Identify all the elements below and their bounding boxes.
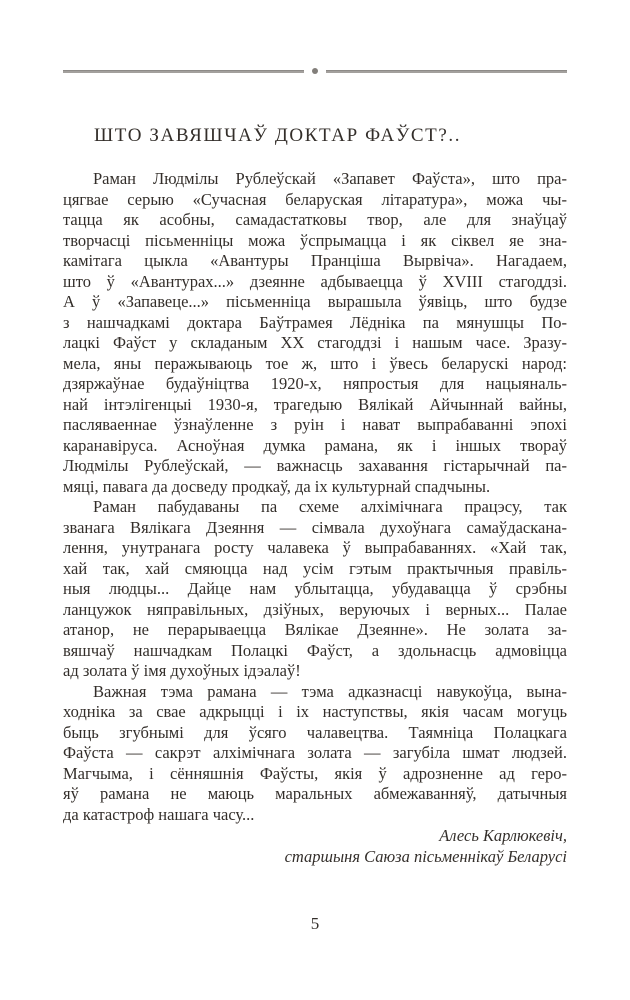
text-line: лення, унутранага росту чалавека ў выпрабаваннях. «Хай так, (63, 538, 567, 557)
text-line: ныя людцы... Дайце нам ублытацца, убудавацца ў срэбны (63, 579, 567, 598)
text-line: да катастроф нашага часу... (63, 804, 255, 824)
paragraph (63, 682, 567, 826)
text-line: най інтэлігенцыі 1930-я, трагедыю Вялікай Айчыннай вайны, (63, 394, 567, 414)
text-line: дзяржаўнае будаўніцтва 1920-х, няпростыя для нацыяналь- (63, 374, 567, 393)
text-line: з нашчадкамі доктара Баўтрамея Лёдніка па мянушцы По- (63, 312, 567, 332)
center-dot-icon (312, 68, 318, 74)
text-line: лацкі Фаўст у складаным XX стагоддзі і нашым часе. Зразу- (63, 333, 567, 352)
signature-block (63, 825, 567, 867)
paragraph (63, 497, 567, 682)
rule-line-left (63, 70, 304, 73)
text-line: Магчыма, і сённяшнія Фаўсты, якія ў адрозненне ад геро- (63, 763, 567, 783)
text-line: што ў «Авантурах...» дзеянне адбываецца ў XVIII стагоддзі. (63, 271, 567, 291)
text-line: вяшчаў нашчадкам Полацкі Фаўст, а здольнасць адмовіцца (63, 640, 567, 660)
signature-line: Алесь Карлюкевіч, (439, 826, 567, 845)
text-line: Раман Людмілы Рублеўскай «Запавет Фаўста», што пра- (93, 169, 567, 188)
rule-line-right (326, 70, 567, 73)
text-line: хай так, хай смяюцца над усім гэтым практычныя правіль- (63, 558, 567, 578)
text-line: мяці, павага да досведу продкаў, да іх культурнай спадчыны. (63, 476, 491, 496)
text-line: Раман пабудаваны па схеме алхімічнага працэсу, так (93, 497, 567, 516)
page-number: 5 (310, 914, 320, 933)
text-line: ад золата ў імя духоўных ідэалаў! (63, 661, 301, 680)
text-line: яў рамана не маюць маральных абмежаванняў, датычныя (63, 784, 567, 803)
text-line: каранавіруса. Асноўная думка рамана, як і іншых твораў (63, 435, 567, 455)
paragraph (63, 169, 567, 497)
text-line: Важная тэма рамана — тэма адказнасці навукоўца, вына- (93, 681, 567, 701)
text-line: ходніка за свае адкрыцці і іх наступствы, якія часам могуць (63, 702, 567, 721)
text-line: камітага цыкла «Авантуры Пранціша Вырвіча». Нагадаем, (63, 251, 567, 270)
text-line: мела, яны перажываюць тое ж, што і ўвесь беларускі народ: (63, 353, 567, 373)
text-line: цягвае серыю «Сучасная беларуская літаратура», можа чы- (63, 189, 567, 209)
text-line: пасляваеннае ўзнаўленне з руін і нават выпрабаванні эпохі (63, 415, 567, 434)
signature-line: старшыня Саюза пісьменнікаў Беларусі (284, 847, 567, 866)
text-line: Фаўста — сакрэт алхімічнага золата — загубіла шмат людзей. (63, 743, 567, 762)
text-line: А ў «Запавеце...» пісьменніца вырашыла ўявіць, што будзе (63, 292, 567, 311)
text-line: творчасці пісьменніцы можа ўспрымацца і як сіквел яе зна- (63, 230, 567, 250)
text-line: быць згубнымі для ўсяго чалавецтва. Таямніца Полацкага (63, 722, 567, 742)
article-body (63, 169, 567, 825)
text-line: Людмілы Рублеўскай, — важнасць захавання гістарычнай па- (63, 456, 567, 475)
page-title: ШТО ЗАВЯШЧАЎ ДОКТАР ФАЎСТ?.. (94, 125, 462, 146)
text-line: тацца як асобны, самадастатковы твор, але для знаўцаў (63, 210, 567, 229)
text-line: атанор, не перарываецца Вялікае Дзеянне». Не золата за- (63, 620, 567, 639)
text-line: званага Вялікага Дзеяння — сімвала духоўнага самаўдаскана- (63, 517, 567, 537)
text-line: ланцужок няправільных, дзіўных, веруючых і верных... Палае (63, 599, 567, 619)
header-ornament (63, 0, 567, 74)
